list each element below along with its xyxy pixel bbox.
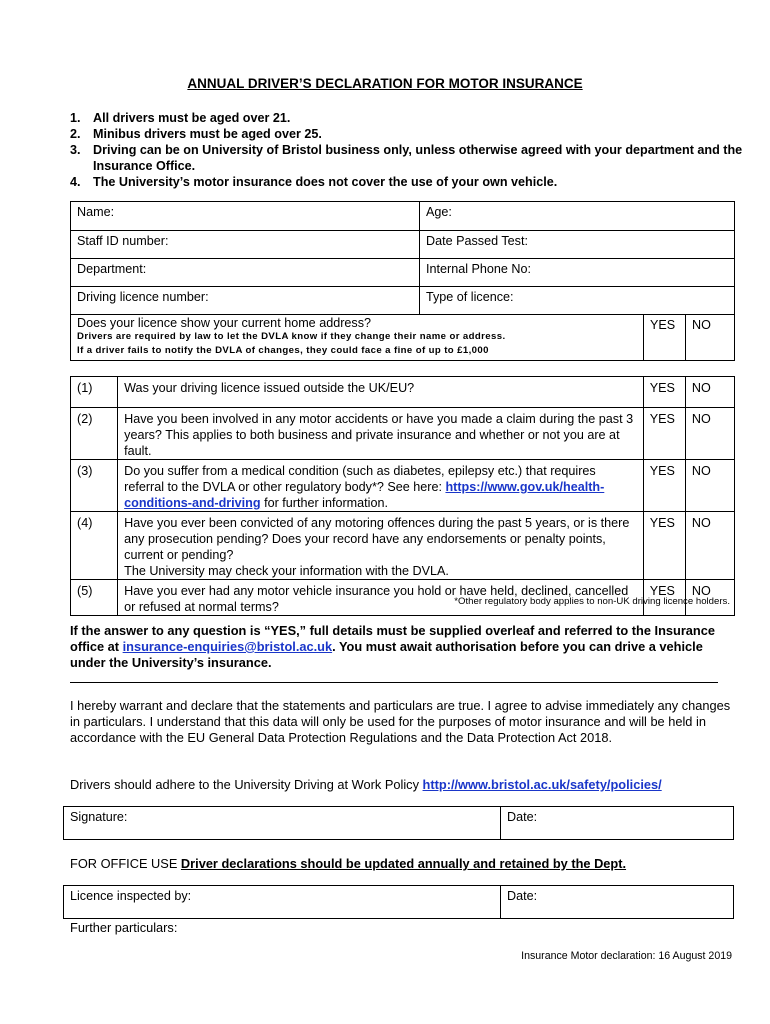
fine-note: If a driver fails to notify the DVLA of changes, they could face a fine of up to £1,000	[77, 345, 489, 356]
question-no[interactable]: NO	[685, 377, 734, 408]
rule-number: 3.	[70, 143, 81, 157]
question-text: Do you suffer from a medical condition (such as diabetes, epilepsy etc.) that requires referral to the DVLA or other regulatory body*? See here: https://www.gov.uk/health-conditions-and-driving for further information.	[118, 460, 644, 512]
office-instruction: Driver declarations should be updated annually and retained by the Dept.	[180, 856, 627, 871]
rule-text: Driving can be on University of Bristol business only, unless otherwise agreed with your department and the Insurance Office.	[93, 143, 743, 173]
address-question: Does your licence show your current home address? Drivers are required by law to let the DVLA know if they change their name or address. If a driver fails to notify the DVLA of changes, they could face a fine of up to £1,000	[71, 315, 644, 361]
page-title: ANNUAL DRIVER’S DECLARATION FOR MOTOR INSURANCE	[187, 76, 583, 91]
divider	[70, 682, 718, 683]
question-yes[interactable]: YES	[643, 377, 685, 408]
declaration-text: I hereby warrant and declare that the statements and particulars are true. I agree to advise immediately any changes in particulars. I understand that this data will only be used for the purposes of motor insurance and will be held in accordance with the EU General Data Protection Regulations and the Data Protection Act 2018.	[70, 698, 731, 745]
question-number: (2)	[71, 408, 118, 460]
rule-number: 1.	[70, 111, 81, 125]
policy-link[interactable]: http://www.bristol.ac.uk/safety/policies/	[422, 777, 662, 792]
dvla-note: Drivers are required by law to let the DVLA know if they change their name or address.	[77, 331, 506, 342]
rule-item	[70, 110, 750, 126]
policy-line: Drivers should adhere to the University Driving at Work Policy http://www.bristol.ac.uk/safety/policies/	[70, 777, 662, 792]
rule-text: All drivers must be aged over 21.	[93, 111, 291, 125]
office-table	[63, 885, 734, 919]
insurance-email-link[interactable]: insurance-enquiries@bristol.ac.uk	[122, 639, 333, 654]
question-yes[interactable]: YES	[643, 512, 685, 580]
question-yes[interactable]: YES	[643, 460, 685, 512]
staff-id-field[interactable]: Staff ID number:	[71, 231, 420, 259]
questions-table	[70, 376, 735, 616]
question-number: (1)	[71, 377, 118, 408]
department-field[interactable]: Department:	[71, 259, 420, 287]
question-text: Was your driving licence issued outside the UK/EU?	[118, 377, 644, 408]
address-no[interactable]: NO	[686, 315, 735, 361]
question-no[interactable]: NO	[685, 460, 734, 512]
rule-text: The University’s motor insurance does not cover the use of your own vehicle.	[93, 175, 558, 189]
address-yes[interactable]: YES	[644, 315, 686, 361]
question-no[interactable]: NO	[685, 580, 734, 616]
question-number: (4)	[71, 512, 118, 580]
signature-date-field[interactable]: Date:	[501, 807, 734, 840]
details-table	[70, 201, 735, 361]
office-label: FOR OFFICE USE	[70, 856, 181, 871]
rule-number: 2.	[70, 127, 81, 141]
rules-list	[70, 110, 750, 190]
question-text: Have you been involved in any motor accidents or have you made a claim during the past 3 years? This applies to both business and private insurance and whether or not you are at fault.	[118, 408, 644, 460]
question-no[interactable]: NO	[685, 512, 734, 580]
rule-item	[70, 126, 750, 142]
rule-item	[70, 142, 750, 174]
question-number: (3)	[71, 460, 118, 512]
signature-table	[63, 806, 734, 840]
footer: Insurance Motor declaration: 16 August 2019	[521, 950, 732, 962]
name-field[interactable]: Name:	[71, 202, 420, 231]
licence-type-field[interactable]: Type of licence:	[420, 287, 735, 315]
question-yes[interactable]: YES	[643, 408, 685, 460]
licence-number-field[interactable]: Driving licence number:	[71, 287, 420, 315]
further-particulars: Further particulars:	[70, 920, 178, 935]
age-field[interactable]: Age:	[420, 202, 735, 231]
phone-field[interactable]: Internal Phone No:	[420, 259, 735, 287]
question-text: Have you ever had any motor vehicle insurance you hold or have held, declined, cancelled or refused at normal terms?	[118, 580, 644, 616]
question-text: Have you ever been convicted of any motoring offences during the past 5 years, or is there any prosecution pending? Does your record have any endorsements or penalty points, current or pending? The University may check your information with the DVLA.	[118, 512, 644, 580]
question-yes[interactable]: YES	[643, 580, 685, 616]
question-no[interactable]: NO	[685, 408, 734, 460]
regulatory-note: *Other regulatory body applies to non-UK driving licence holders.	[454, 596, 730, 607]
licence-inspected-field[interactable]: Licence inspected by:	[64, 886, 501, 919]
date-passed-field[interactable]: Date Passed Test:	[420, 231, 735, 259]
office-use-line	[70, 856, 750, 871]
rule-number: 4.	[70, 175, 81, 189]
office-date-field[interactable]: Date:	[501, 886, 734, 919]
rule-item	[70, 174, 750, 190]
health-conditions-link[interactable]: https://www.gov.uk/health-conditions-and-driving	[124, 480, 605, 510]
yes-instructions: If the answer to any question is “YES,” full details must be supplied overleaf and referred to the Insurance office at insurance-enquiries@bristol.ac.uk. You must await authorisation before you can drive a vehicle under the University’s insurance.	[70, 623, 715, 670]
question-number: (5)	[71, 580, 118, 616]
signature-field[interactable]: Signature:	[64, 807, 501, 840]
rule-text: Minibus drivers must be aged over 25.	[93, 127, 322, 141]
